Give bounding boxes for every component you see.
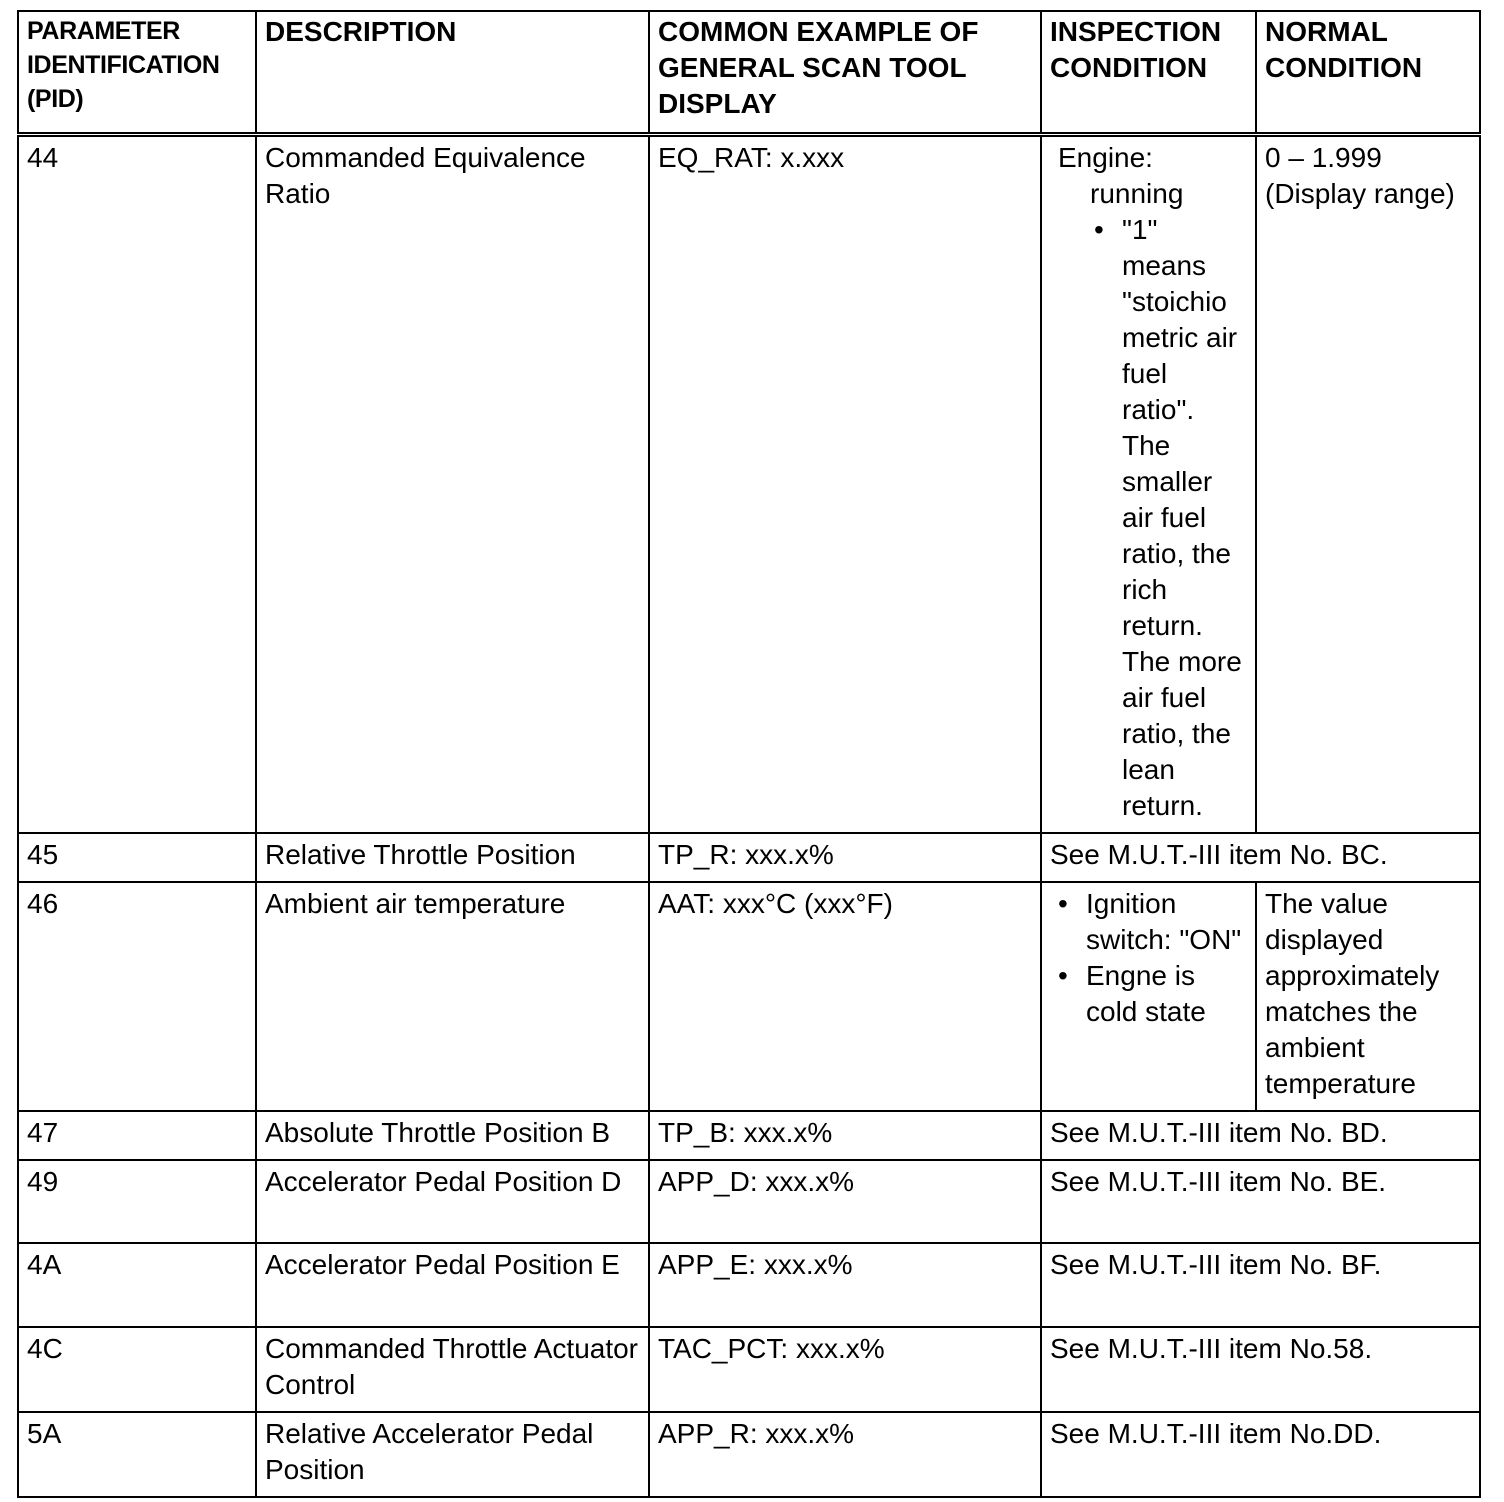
header-description: DESCRIPTION xyxy=(256,11,649,135)
description-cell: Accelerator Pedal Position D xyxy=(256,1160,649,1243)
normal-cell: The value displayed approximately matches the ambient temperature xyxy=(1256,882,1480,1111)
normal-cell: 0 – 1.999 (Display range) xyxy=(1256,135,1480,834)
inspection-bullet-text: "1" means "stoichio metric air fuel ratio". The smaller air fuel ratio, the rich return. The more air fuel ratio, the lean return. xyxy=(1122,214,1242,821)
inspection-bullet-text: Engne is cold state xyxy=(1086,960,1206,1027)
display-cell: TP_R: xxx.x% xyxy=(649,833,1041,882)
pid-cell: 45 xyxy=(18,833,256,882)
pid-cell: 47 xyxy=(18,1111,256,1160)
pid-cell: 46 xyxy=(18,882,256,1111)
table-row xyxy=(18,1412,1480,1497)
pid-cell: 4C xyxy=(18,1327,256,1412)
merged-condition-cell: See M.U.T.-III item No. BC. xyxy=(1041,833,1480,882)
pid-cell: 4A xyxy=(18,1243,256,1327)
display-cell: AAT: xxx°C (xxx°F) xyxy=(649,882,1041,1111)
display-cell: TP_B: xxx.x% xyxy=(649,1111,1041,1160)
inspection-heading: Engine: xyxy=(1058,142,1153,173)
display-cell: APP_E: xxx.x% xyxy=(649,1243,1041,1327)
header-scan-display: COMMON EXAMPLE OF GENERAL SCAN TOOL DISPLAY xyxy=(649,11,1041,135)
table-row xyxy=(18,1327,1480,1412)
description-cell: Relative Throttle Position xyxy=(256,833,649,882)
table-row xyxy=(18,1160,1480,1243)
header-inspection: INSPECTION CONDITION xyxy=(1041,11,1256,135)
bullet-icon: • xyxy=(1058,960,1068,991)
table-row xyxy=(18,1111,1480,1160)
display-cell: APP_R: xxx.x% xyxy=(649,1412,1041,1497)
bullet-icon: • xyxy=(1058,888,1068,919)
description-cell: Commanded Equivalence Ratio xyxy=(256,135,649,834)
description-cell: Commanded Throttle Actuator Control xyxy=(256,1327,649,1412)
inspection-bullet-text: Ignition switch: "ON" xyxy=(1086,888,1242,955)
pid-cell: 5A xyxy=(18,1412,256,1497)
merged-condition-cell: See M.U.T.-III item No.58. xyxy=(1041,1327,1480,1412)
inspection-bullet-list xyxy=(1054,886,1247,1030)
inspection-cell xyxy=(1041,135,1256,834)
merged-condition-cell: See M.U.T.-III item No. BF. xyxy=(1041,1243,1480,1327)
table-row xyxy=(18,833,1480,882)
display-cell: APP_D: xxx.x% xyxy=(649,1160,1041,1243)
inspection-cell xyxy=(1041,882,1256,1111)
header-row xyxy=(18,11,1480,135)
display-cell: EQ_RAT: x.xxx xyxy=(649,135,1041,834)
table-row xyxy=(18,1243,1480,1327)
pid-cell: 49 xyxy=(18,1160,256,1243)
table-row xyxy=(18,882,1480,1111)
description-cell: Relative Accelerator Pedal Position xyxy=(256,1412,649,1497)
inspection-bullet xyxy=(1054,958,1247,1030)
description-cell: Ambient air temperature xyxy=(256,882,649,1111)
description-cell: Accelerator Pedal Position E xyxy=(256,1243,649,1327)
inspection-bullet xyxy=(1054,886,1247,958)
header-pid: PARAMETER IDENTIFICATION (PID) xyxy=(18,11,256,135)
pid-cell: 44 xyxy=(18,135,256,834)
pid-table xyxy=(17,10,1481,1498)
table-row xyxy=(18,135,1480,834)
merged-condition-cell: See M.U.T.-III item No. BE. xyxy=(1041,1160,1480,1243)
description-cell: Absolute Throttle Position B xyxy=(256,1111,649,1160)
merged-condition-cell: See M.U.T.-III item No.DD. xyxy=(1041,1412,1480,1497)
display-cell: TAC_PCT: xxx.x% xyxy=(649,1327,1041,1412)
inspection-bullet xyxy=(1090,212,1247,824)
inspection-subitem: running xyxy=(1090,178,1184,209)
header-normal: NORMAL CONDITION xyxy=(1256,11,1480,135)
bullet-icon: • xyxy=(1094,214,1104,245)
merged-condition-cell: See M.U.T.-III item No. BD. xyxy=(1041,1111,1480,1160)
inspection-bullet-list xyxy=(1058,212,1247,824)
